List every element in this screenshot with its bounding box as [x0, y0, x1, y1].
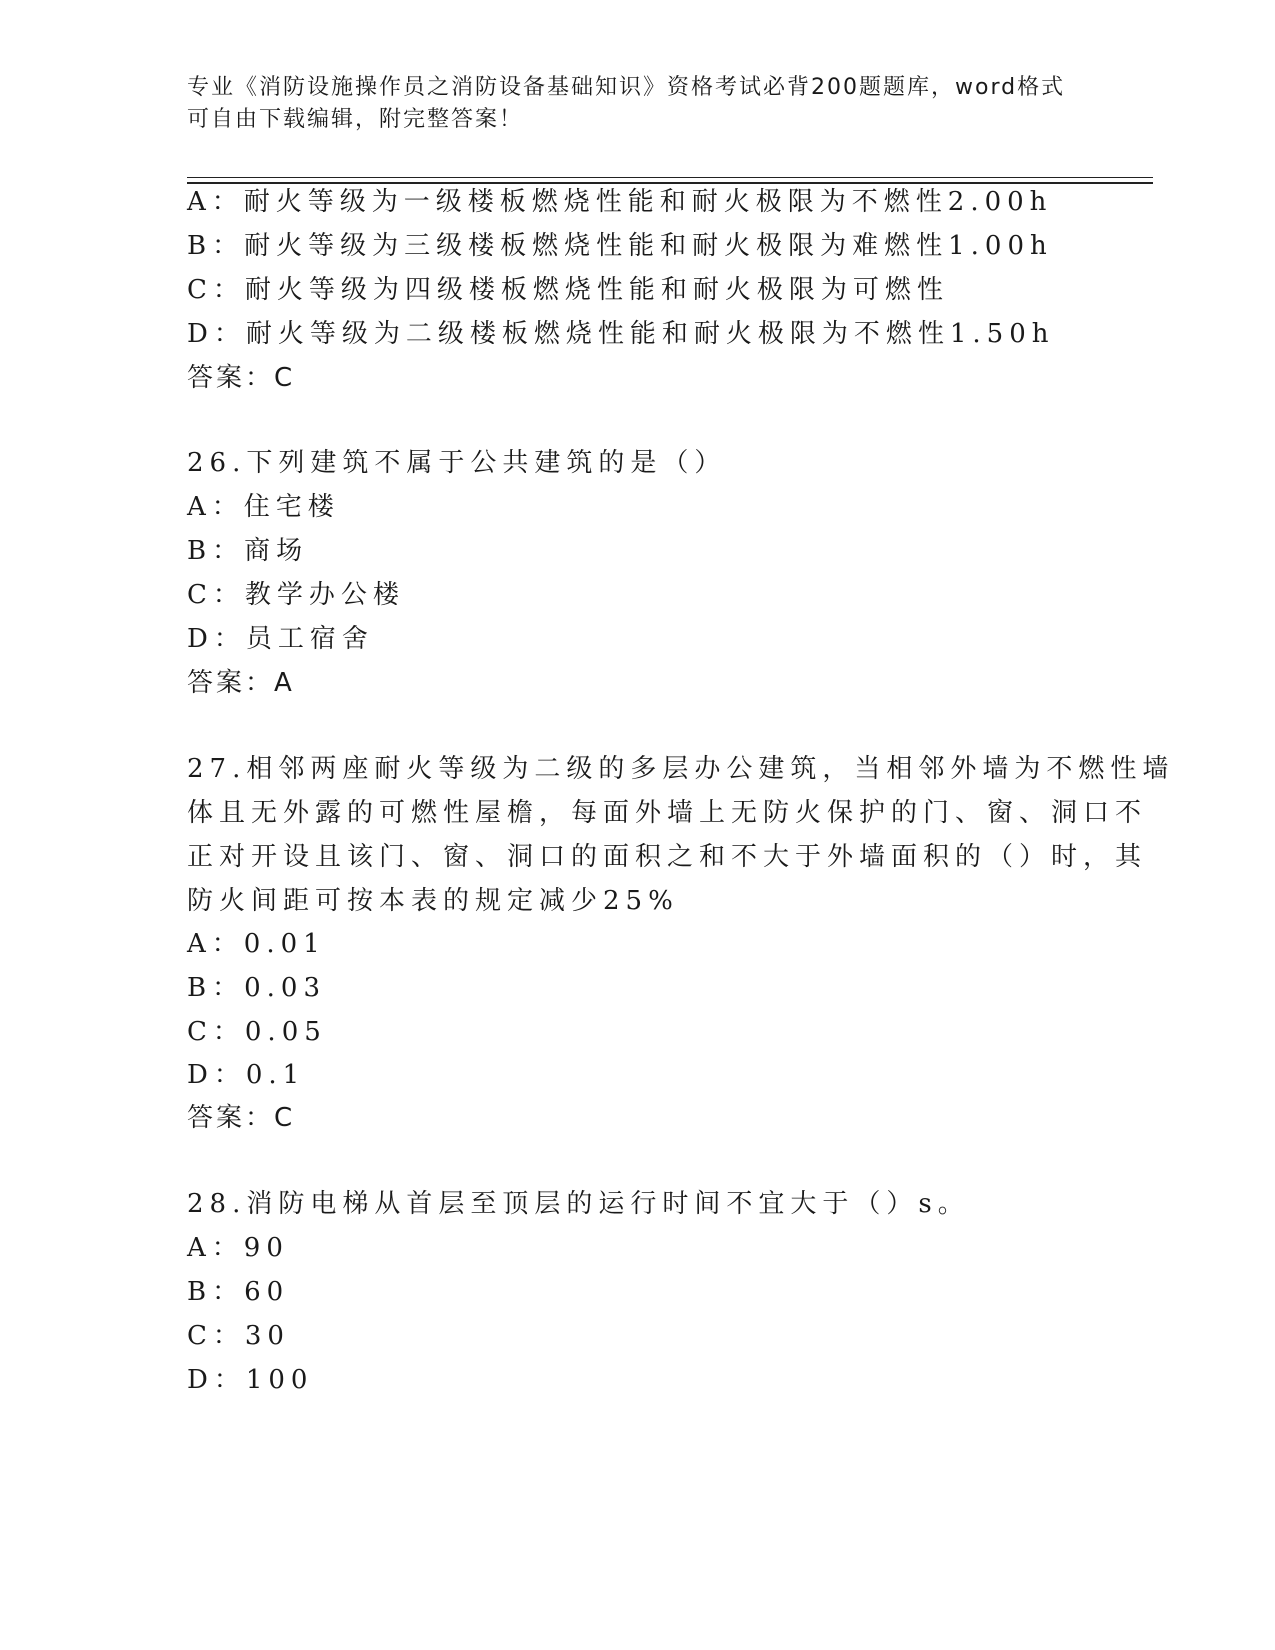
- q27-question-line-1: 27.相邻两座耐火等级为二级的多层办公建筑，当相邻外墙为不燃性墙: [187, 754, 1175, 784]
- q28-option-d: D：100: [187, 1365, 314, 1395]
- q25-option-c: C：耐火等级为四级楼板燃烧性能和耐火极限为可燃性: [187, 275, 949, 305]
- q28-question: 28.消防电梯从首层至顶层的运行时间不宜大于（）s。: [187, 1189, 970, 1219]
- q28-option-b: B：60: [187, 1277, 290, 1307]
- q28-option-a: A：90: [187, 1233, 289, 1263]
- q27-question-line-3: 正对开设且该门、窗、洞口的面积之和不大于外墙面积的（）时，其: [187, 842, 1148, 872]
- q27-option-b: B：0.03: [187, 973, 326, 1003]
- q26-option-d: D：员工宿舍: [187, 624, 374, 654]
- q26-option-b: B：商场: [187, 536, 309, 566]
- header-divider-thick: [187, 182, 1153, 184]
- q26-answer: 答案：A: [187, 668, 295, 698]
- q27-option-c: C：0.05: [187, 1017, 327, 1047]
- q25-option-b: B：耐火等级为三级楼板燃烧性能和耐火极限为难燃性1.00h: [187, 231, 1053, 261]
- document-header: 专业《消防设施操作员之消防设备基础知识》资格考试必背200题题库，word格式可自由下载编辑，附完整答案！: [187, 75, 1066, 132]
- q25-option-a: A：耐火等级为一级楼板燃烧性能和耐火极限为不燃性2.00h: [187, 187, 1053, 217]
- q26-option-c: C：教学办公楼: [187, 580, 405, 610]
- q26-question: 26.下列建筑不属于公共建筑的是（）: [187, 448, 727, 478]
- q28-option-c: C：30: [187, 1321, 290, 1351]
- header-divider: [187, 177, 1153, 178]
- q27-option-d: D：0.1: [187, 1060, 306, 1090]
- q27-question-line-4: 防火间距可按本表的规定减少25%: [187, 886, 679, 916]
- q26-option-a: A：住宅楼: [187, 492, 340, 522]
- q27-option-a: A：0.01: [187, 929, 326, 959]
- q27-answer: 答案：C: [187, 1103, 296, 1133]
- q27-question-line-2: 体且无外露的可燃性屋檐，每面外墙上无防火保护的门、窗、洞口不: [187, 798, 1148, 828]
- q25-option-d: D：耐火等级为二级楼板燃烧性能和耐火极限为不燃性1.50h: [187, 319, 1055, 349]
- q25-answer: 答案：C: [187, 363, 296, 393]
